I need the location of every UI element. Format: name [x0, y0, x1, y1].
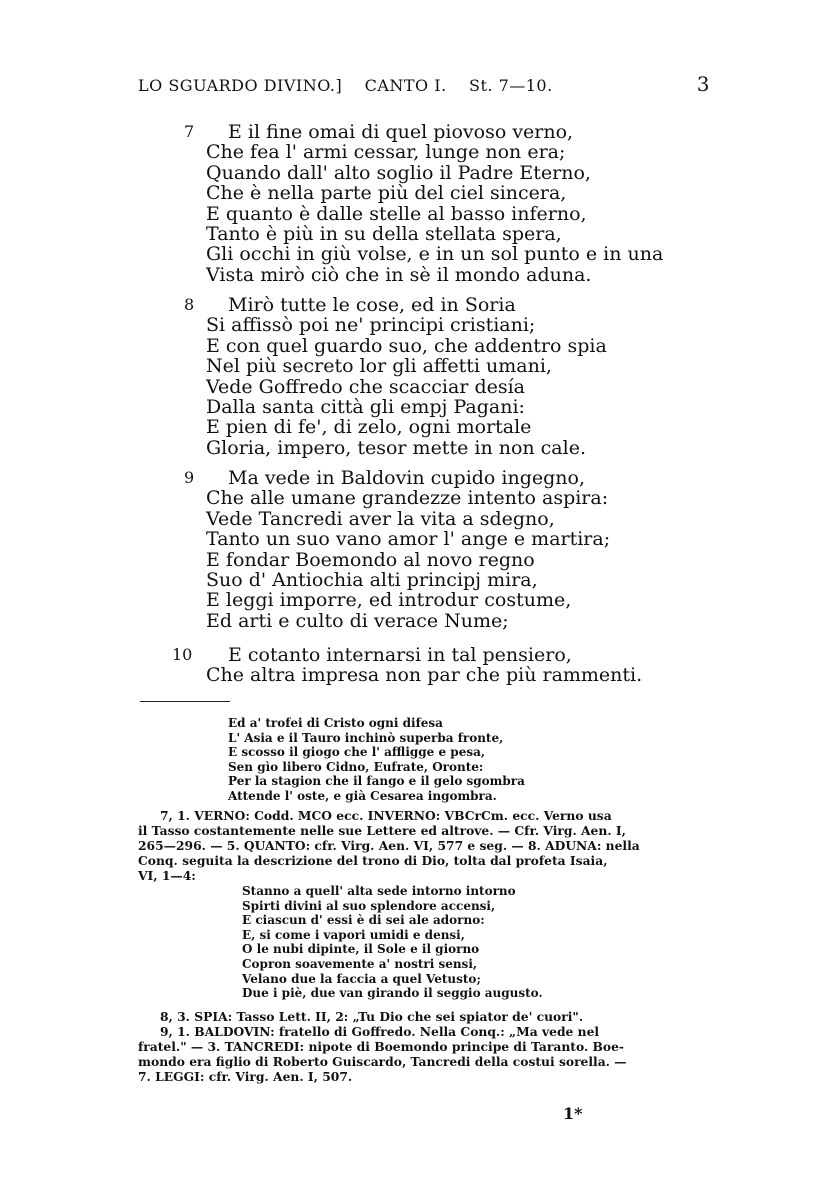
verse-line: E il fine omai di quel piovoso verno,: [228, 121, 574, 143]
stanza-number: 9: [184, 468, 195, 487]
verse-line: Che alle umane grandezze intento aspira:: [206, 487, 609, 510]
footnote-paragraph: [138, 1009, 710, 1084]
footnote-rule: [140, 701, 230, 702]
verse-line: Vede Goffredo che scacciar desía: [206, 375, 526, 398]
quote-line: Ed a' trofei di Cristo ogni difesa: [228, 716, 443, 730]
verse-line: Suo d' Antiochia alti principj mira,: [206, 569, 538, 592]
verse-line: Tanto un suo vano amor l' ange e martira;: [206, 528, 611, 551]
note-line: mondo era figlio di Roberto Guiscardo, Tancredi della costui sorella. —: [138, 1054, 627, 1069]
note-line: 265—296. — 5. QUANTO: cfr. Virg. Aen. VI, 577 e seg. — 8. ADUNA: nella: [138, 838, 640, 853]
verse-line: E pien di fe', di zelo, ogni mortale: [206, 416, 532, 439]
verse-line: Vista mirò ciò che in sè il mondo aduna.: [206, 263, 592, 286]
verse-line: E con quel guardo suo, che addentro spia: [206, 334, 607, 357]
note-line: 8, 3. SPIA: Tasso Lett. II, 2: „Tu Dio che sei spiator de' cuori".: [160, 1009, 584, 1024]
verse-line: Si affissò poi ne' principi cristiani;: [206, 314, 536, 337]
stanza-number: 10: [172, 645, 193, 664]
quote-line: E scosso il giogo che l' affligge e pesa,: [228, 745, 486, 760]
quote-line: Sen gìo libero Cidno, Eufrate, Oronte:: [228, 759, 484, 774]
quote-line: Spirti divini al suo splendore accensi,: [242, 898, 496, 913]
verse-line: Vede Tancredi aver la vita a sdegno,: [206, 507, 555, 530]
verse-line: Ma vede in Baldovin cupido ingegno,: [228, 467, 586, 489]
quote-line: Attende l' oste, e già Cesarea ingombra.: [228, 788, 497, 803]
verse-line: Quando dall' alto soglio il Padre Eterno,: [206, 161, 591, 184]
verse-line: Ed arti e culto di verace Nume;: [206, 609, 509, 632]
quote-line: Per la stagion che il fango e il gelo sgombra: [228, 774, 525, 789]
quote-line: L' Asia e il Tauro inchinò superba fronte,: [228, 730, 504, 745]
running-head-stanzas: St. 7—10.: [469, 76, 553, 95]
running-head-title: LO SGUARDO DIVINO.]: [138, 76, 343, 95]
verse-line: E quanto è dalle stelle al basso inferno,: [206, 202, 587, 225]
quote-line: Copron soavemente a' nostri sensi,: [242, 956, 478, 971]
verse-line: E cotanto internarsi in tal pensiero,: [228, 644, 572, 666]
verse-line: Gli occhi in giù volse, e in un sol punto e in una: [206, 243, 664, 266]
verse-line: Gloria, impero, tesor mette in non cale.: [206, 436, 586, 459]
stanza-10: [172, 644, 643, 687]
quote-line: E ciascun d' essi è di sei ale adorno:: [242, 913, 485, 928]
verse-line: Che fea l' armi cessar, lunge non era;: [206, 141, 566, 164]
footnote-quotation: [228, 716, 525, 804]
verse-line: Dalla santa città gli empj Pagani:: [206, 396, 525, 419]
footnote-quotation: [242, 884, 543, 1001]
quote-line: O le nubi dipinte, il Sole e il giorno: [242, 942, 480, 957]
running-head: [138, 72, 710, 96]
note-line: 9, 1. BALDOVIN: fratello di Goffredo. Nella Conq.: „Ma vede nel: [160, 1024, 600, 1039]
signature-mark: 1*: [563, 1104, 583, 1123]
verse-line: Mirò tutte le cose, ed in Soria: [228, 294, 516, 316]
stanza-7: [184, 121, 664, 286]
stanza-9: [184, 467, 611, 632]
quote-line: Due i piè, due van girando il seggio augusto.: [242, 986, 543, 1001]
verse-line: Che altra impresa non par che più rammenti.: [206, 664, 643, 687]
note-line: VI, 1—4:: [138, 868, 196, 883]
verse-line: E leggi imporre, ed introdur costume,: [206, 589, 572, 612]
footnote-paragraph: [138, 808, 710, 883]
note-line: fratel." — 3. TANCREDI: nipote di Boemondo principe di Taranto. Boe-: [138, 1039, 625, 1054]
verse-line: E fondar Boemondo al novo regno: [206, 548, 535, 571]
quote-line: Velano due la faccia a quel Vetusto;: [242, 971, 481, 986]
stanza-8: [184, 294, 607, 459]
quote-line: Stanno a quell' alta sede intorno intorno: [242, 884, 516, 898]
quote-line: E, si come i vapori umidi e densi,: [242, 927, 465, 942]
note-line: Conq. seguita la descrizione del trono di Dio, tolta dal profeta Isaia,: [138, 853, 608, 868]
running-head-canto: CANTO I.: [364, 76, 447, 95]
note-line: 7. LEGGI: cfr. Virg. Aen. I, 507.: [138, 1069, 353, 1084]
verse-line: Che è nella parte più del ciel sincera,: [206, 182, 567, 205]
note-line: 7, 1. VERNO: Codd. MCO ecc. INVERNO: VBCrCm. ecc. Verno usa: [160, 808, 612, 823]
verse-line: Nel più secreto lor gli affetti umani,: [206, 355, 552, 378]
stanza-number: 8: [184, 295, 195, 314]
stanza-number: 7: [184, 122, 195, 141]
note-line: il Tasso costantemente nelle sue Lettere ed altrove. — Cfr. Virg. Aen. I,: [138, 823, 626, 838]
page-number: 3: [696, 72, 710, 96]
verse-line: Tanto è più in su della stellata spera,: [206, 223, 562, 246]
